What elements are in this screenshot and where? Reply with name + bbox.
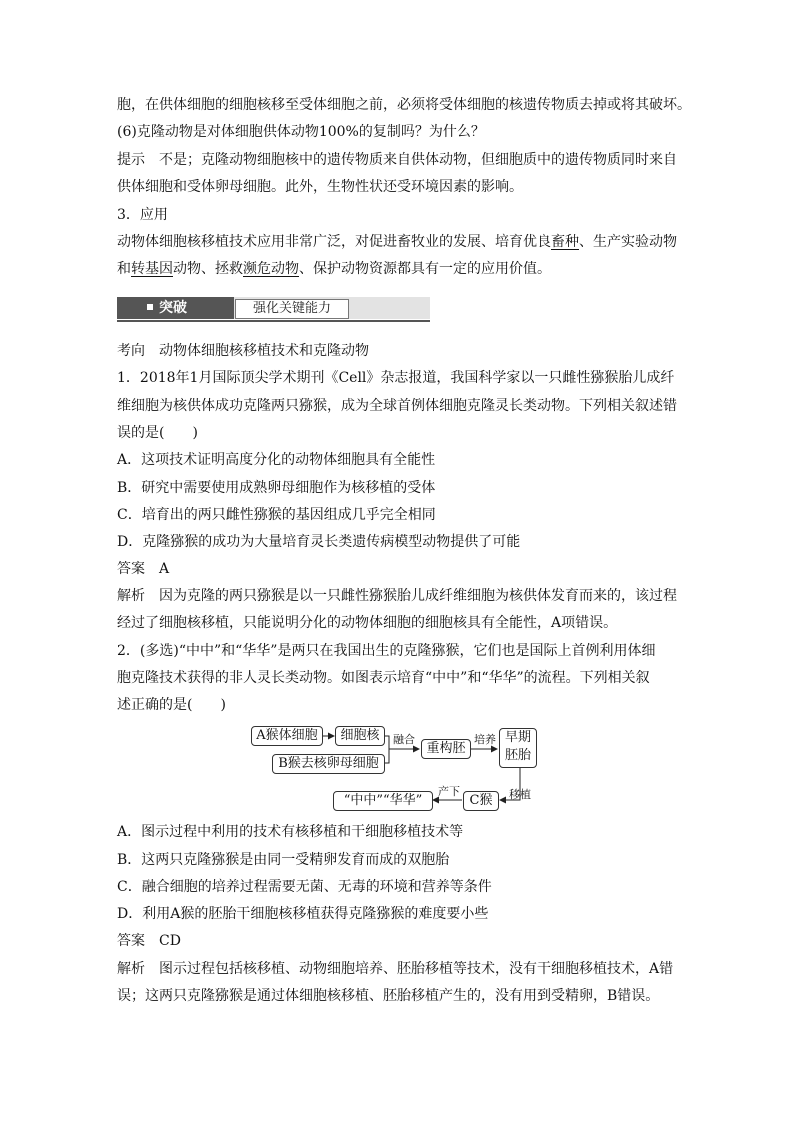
q1-option-d: D．克隆猕猴的成功为大量培育灵长类遗传病模型动物提供了可能: [117, 534, 521, 550]
q2-option-d: D．利用A猴的胚胎干细胞核移植获得克隆猕猴的难度要小些: [117, 906, 489, 922]
box-nucleus: 细胞核: [335, 726, 385, 746]
early-embryo-line-2: 胚胎: [504, 748, 531, 763]
q1-stem-line-1: 1．2018年1月国际顶尖学术期刊《Cell》杂志报道，我国科学家以一只雌性猕猴胎儿成纤: [117, 370, 675, 386]
box-reconstructed-embryo: 重构胚: [421, 739, 471, 759]
underlined-term: 濒危动物: [243, 261, 299, 277]
hint-line-2: 供体细胞和受体卵母细胞。此外，生物性状还受环境因素的影响。: [117, 179, 523, 195]
q1-option-a: A．这项技术证明高度分化的动物体细胞具有全能性: [117, 452, 436, 468]
label-birth: 产下: [438, 785, 460, 798]
box-early-embryo: [499, 728, 537, 768]
label-culture: 培养: [474, 733, 496, 746]
text-run: 、生产实验动物: [579, 234, 677, 250]
box-b-monkey-enucleated-oocyte: B猴去核卵母细胞: [272, 754, 385, 774]
hint-line-1: 提示 不是；克隆动物细胞核中的遗传物质来自供体动物，但细胞质中的遗传物质同时来自: [117, 152, 677, 168]
banner-tag-label: 突破: [159, 300, 187, 316]
q1-answer: 答案 A: [117, 561, 170, 577]
text-run: 、保护动物资源都具有一定的应用价值。: [299, 261, 551, 277]
q2-stem-line-2: 胞克隆技术获得的非人灵长类动物。如图表示培育“中中”和“华华”的流程。下列相关叙: [117, 670, 650, 686]
q2-explanation-line-1: 解析 图示过程包括核移植、动物细胞培养、胚胎移植等技术，没有干细胞移植技术，A错: [117, 961, 674, 977]
q1-option-c: C．培育出的两只雌性猕猴的基因组成几乎完全相同: [117, 507, 436, 523]
q2-option-c: C．融合细胞的培养过程需要无菌、无毒的环境和营养等条件: [117, 879, 492, 895]
underlined-term: 畜种: [551, 234, 579, 250]
box-result-zhongzhong-huahua: “中中”“华华”: [333, 791, 433, 811]
q1-explanation-line-2: 经过了细胞核移植，只能说明分化的动物体细胞的细胞核具有全能性，A项错误。: [117, 615, 618, 631]
text-run: 和: [117, 261, 131, 277]
label-transfer: 移植: [509, 788, 531, 801]
q2-stem-line-1: 2．(多选)“中中”和“华华”是两只在我国出生的克隆猕猴，它们也是国际上首例利用体细: [117, 643, 656, 659]
underlined-term: 转基因: [131, 261, 173, 277]
label-fusion: 融合: [393, 733, 415, 746]
q2-stem-line-3: 述正确的是( ): [117, 697, 226, 713]
box-c-monkey: C猴: [463, 791, 499, 811]
q2-option-b: B．这两只克隆猕猴是由同一受精卵发育而成的双胞胎: [117, 852, 450, 868]
kaoxiang-heading: 考向 动物体细胞核移植技术和克隆动物: [117, 343, 369, 359]
q1-stem-line-3: 误的是( ): [117, 425, 198, 441]
q2-answer: 答案 CD: [117, 933, 181, 949]
q1-option-b: B．研究中需要使用成熟卵母细胞作为核移植的受体: [117, 480, 436, 496]
q1-stem-line-2: 维细胞为核供体成功克隆两只猕猴，成为全球首例体细胞克隆灵长类动物。下列相关叙述错: [117, 398, 677, 414]
early-embryo-line-1: 早期: [504, 730, 531, 745]
question-6: (6)克隆动物是对体细胞供体动物100%的复制吗？为什么？: [117, 124, 485, 140]
paragraph-continuation: 胞，在供体细胞的细胞核移至受体细胞之前，必须将受体细胞的核遗传物质去掉或将其破坏。: [117, 97, 691, 113]
q2-explanation-line-2: 误；这两只克隆猕猴是通过体细胞核移植、胚胎移植产生的，没有用到受精卵，B错误。: [117, 988, 660, 1004]
banner-subtitle: 强化关键能力: [235, 299, 349, 319]
box-a-monkey-somatic-cell: A猴体细胞: [251, 726, 323, 746]
section-heading-application: 3．应用: [117, 207, 168, 223]
q1-explanation-line-1: 解析 因为克隆的两只猕猴是以一只雌性猕猴胎儿成纤维细胞为核供体发育而来的，该过程: [117, 588, 677, 604]
q2-option-a: A．图示过程中利用的技术有核移植和干细胞移植技术等: [117, 824, 464, 840]
text-run: 动物体细胞核移植技术应用非常广泛，对促进畜牧业的发展、培育优良: [117, 234, 551, 250]
text-run: 动物、拯救: [173, 261, 243, 277]
